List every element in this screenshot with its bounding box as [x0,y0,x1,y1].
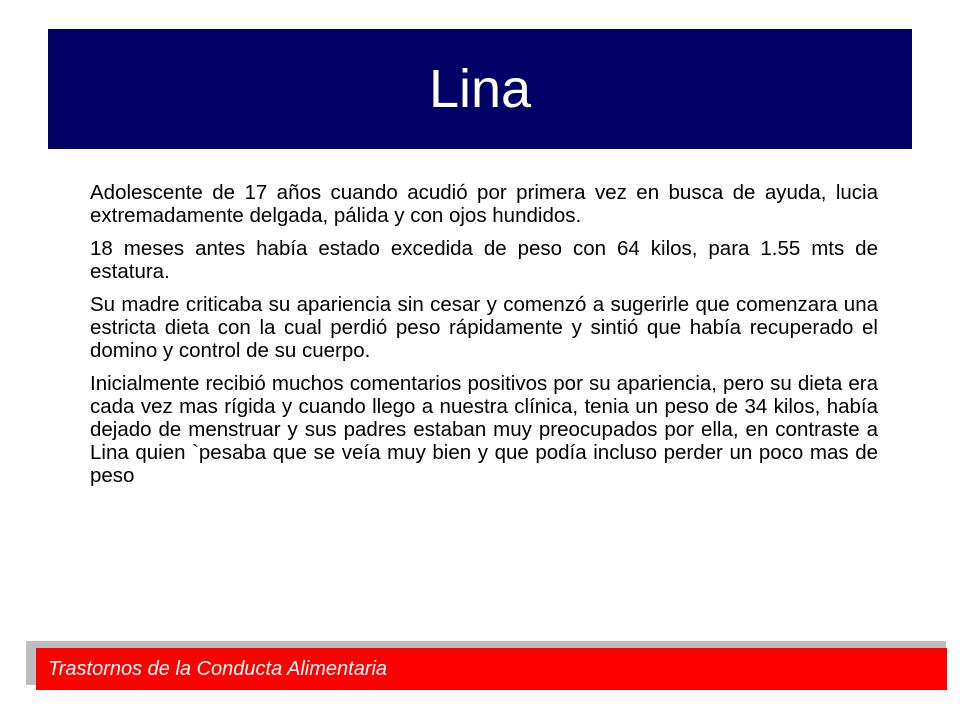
paragraph-1: Adolescente de 17 años cuando acudió por primera vez en busca de ayuda, lucia extremadamente delgada, pálida y con ojos hundidos. [90,181,878,227]
footer-bar [36,648,947,690]
title-bar [48,29,912,149]
footer-text: Trastornos de la Conducta Alimentaria [48,657,388,680]
slide-title: Lina [428,59,532,119]
paragraph-3: Su madre criticaba su apariencia sin cesar y comenzó a sugerirle que comenzara una estricta dieta con la cual perdió peso rápidamente y sintió que había recuperado el domino y control de su cuerpo. [90,293,878,362]
slide-body [90,181,878,497]
paragraph-2: 18 meses antes había estado excedida de peso con 64 kilos, para 1.55 mts de estatura. [90,237,878,283]
paragraph-4: Inicialmente recibió muchos comentarios positivos por su apariencia, pero su dieta era cada vez mas rígida y cuando llego a nuestra clínica, tenia un peso de 34 kilos, había dejado de menstruar y sus padres estaban muy preocupados por ella, en contraste a Lina quien `pesaba que se veía muy bien y que podía incluso perder un poco mas de peso [90,372,878,487]
